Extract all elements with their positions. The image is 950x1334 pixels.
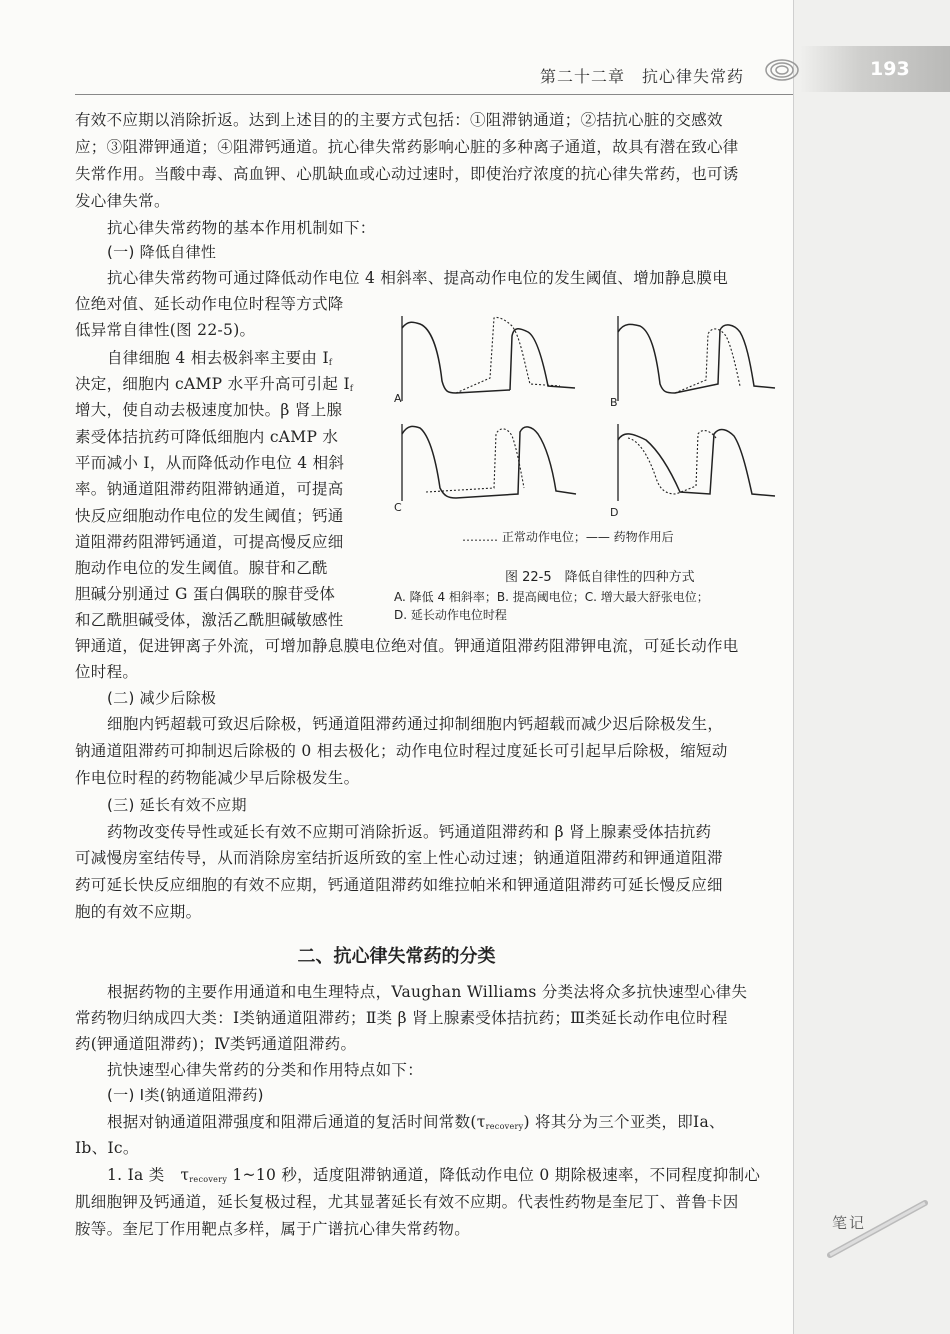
margin-sidebar <box>793 0 950 1334</box>
panel-d-drug-curve <box>618 430 775 496</box>
text-line: 药(钾通道阻滞药)；Ⅳ类钙通道阻滞药。 <box>75 1035 357 1053</box>
subheading: (二) 减少后除极 <box>107 689 217 707</box>
text-line: 细胞内钙超载可致迟后除极，钙通道阻滞药通过抑制细胞内钙超载而减少迟后除极发生， <box>107 715 724 733</box>
chapter-title: 第二十二章 抗心律失常药 <box>540 67 745 86</box>
text-line: 抗心律失常药物的基本作用机制如下： <box>107 219 376 237</box>
subheading: (一) 降低自律性 <box>107 243 217 261</box>
text-line: 位绝对值、延长动作电位时程等方式降 <box>75 295 344 313</box>
panel-d <box>610 424 775 519</box>
text-line: 钾通道，促进钾离子外流，可增加静息膜电位绝对值。钾通道阻滞药阻滞钾电流，可延长动作电 <box>75 637 739 655</box>
text-line: 根据对钠通道阻滞强度和阻滞后通道的复活时间常数$(\tau_{recovery})$ 将其分为三个亚类，即Ⅰa、 <box>107 1113 725 1131</box>
text-line: 位时程。 <box>75 663 139 681</box>
panel-c-drug-curve <box>402 426 576 498</box>
text-line: 平而减小 I，从而降低动作电位 4 相斜 <box>75 454 345 472</box>
panel-c-normal-curve <box>426 429 524 492</box>
text-line: 和乙酰胆碱受体，激活乙酰胆碱敏感性 <box>75 611 344 629</box>
panel-c <box>394 424 576 514</box>
margin-note: 笔记 <box>832 1214 867 1232</box>
figure-note: D. 延长动作电位时程 <box>394 608 507 622</box>
text-line: 有效不应期以消除折返。达到上述目的的主要方式包括：①阻滞钠通道；②拮抗心脏的交感效 <box>75 111 723 129</box>
header-rule <box>75 94 793 95</box>
text-line: 抗心律失常药物可通过降低动作电位 4 相斜率、提高动作电位的发生阈值、增加静息膜电 <box>107 269 729 287</box>
text-line: 低异常自律性(图 22-5)。 <box>75 321 256 339</box>
page-number: 193 <box>870 58 910 80</box>
text-line: 道阻滞药阻滞钙通道，可提高慢反应细 <box>75 533 344 551</box>
section-title: 二、抗心律失常药的分类 <box>297 946 496 967</box>
panel-a-normal-curve <box>456 317 560 393</box>
text-line: 失常作用。当酸中毒、高血钾、心肌缺血或心动过速时，即使治疗浓度的抗心律失常药，也可诱 <box>75 165 739 183</box>
margin-divider <box>793 0 794 1334</box>
text-line: 自律细胞 4 相去极斜率主要由 $I_f$ <box>107 349 333 367</box>
text-line: 1. Ⅰa 类 $\tau_{recovery}$ 1~10 秒，适度阻滞钠通道，降低动作电位 0 期除极速率，不同程度抑制心 <box>107 1166 761 1184</box>
subheading: (一) Ⅰ类(钠通道阻滞药) <box>107 1086 264 1104</box>
panel-d-label: D <box>610 506 619 519</box>
panel-c-label: C <box>394 501 402 514</box>
text-line: 根据药物的主要作用通道和电生理特点，Vaughan Williams 分类法将众多抗快速型心律失 <box>107 983 748 1001</box>
text-line: 药可延长快反应细胞的有效不应期，钙通道阻滞药如维拉帕米和钾通道阻滞药可延长慢反应细 <box>75 876 723 894</box>
subheading: (三) 延长有效不应期 <box>107 796 247 814</box>
text-line: 抗快速型心律失常药的分类和作用特点如下： <box>107 1061 424 1079</box>
text-line: Ⅰb、Ⅰc。 <box>75 1139 139 1157</box>
text-line: 肌细胞钾及钙通道，延长复极过程，尤其显著延长有效不应期。代表性药物是奎尼丁、普鲁卡因 <box>75 1193 739 1211</box>
legend-normal: ……… 正常动作电位； <box>462 530 586 544</box>
panel-a-drug-ap <box>510 329 575 390</box>
text-line: 常药物归纳成四大类：Ⅰ类钠通道阻滞药；Ⅱ类 β 肾上腺素受体拮抗药；Ⅲ类延长动作电位时程 <box>75 1009 728 1027</box>
text-line: 应；③阻滞钾通道；④阻滞钙通道。抗心律失常药影响心脏的多种离子通道，故具有潜在致心律 <box>75 138 739 156</box>
swirl-icon <box>762 50 802 90</box>
figure-caption: 图 22-5 降低自律性的四种方式 <box>505 570 695 585</box>
panel-b-normal-curve <box>675 329 740 393</box>
panel-b-label: B <box>610 396 618 409</box>
text-line: 决定，细胞内 cAMP 水平升高可引起 $I_f$ <box>75 375 354 393</box>
panel-a-drug-curve <box>402 322 510 393</box>
pencil-icon <box>820 1195 935 1265</box>
panel-d-normal-curve <box>628 431 716 494</box>
text-line: 钠通道阻滞药可抑制迟后除极的 0 相去极化；动作电位时程过度延长可引起早后除极，缩短动 <box>75 742 728 760</box>
figure-legend <box>462 528 674 545</box>
text-line: 胞的有效不应期。 <box>75 903 202 921</box>
panel-b-drug-curve <box>618 324 775 393</box>
legend-drug: —— 药物作用后 <box>585 530 674 544</box>
text-line: 作电位时程的药物能减少早后除极发生。 <box>75 769 360 787</box>
text-line: 胆碱分别通过 G 蛋白偶联的腺苷受体 <box>75 585 336 603</box>
text-line: 增大，使自动去极速度加快。β 肾上腺 <box>75 401 343 419</box>
text-line: 药物改变传导性或延长有效不应期可消除折返。钙通道阻滞药和 β 肾上腺素受体拮抗药 <box>107 823 712 841</box>
text-line: 可减慢房室结传导，从而消除房室结折返所致的室上性心动过速；钠通道阻滞药和钾通道阻滞 <box>75 849 723 867</box>
text-line: 发心律失常。 <box>75 192 170 210</box>
panel-b <box>610 316 775 409</box>
text-line: 素受体拮抗药可降低细胞内 cAMP 水 <box>75 428 339 446</box>
text-line: 胞动作电位的发生阈值。腺苷和乙酰 <box>75 559 328 577</box>
figure-note: A. 降低 4 相斜率；B. 提高阈电位；C. 增大最大舒张电位； <box>394 590 709 604</box>
panel-a <box>394 316 575 405</box>
text-line: 胺等。奎尼丁作用靶点多样，属于广谱抗心律失常药物。 <box>75 1220 471 1238</box>
text-line: 快反应细胞动作电位的发生阈值；钙通 <box>75 507 344 525</box>
panel-a-label: A <box>394 392 402 405</box>
text-line: 率。钠通道阻滞药阻滞钠通道，可提高 <box>75 480 344 498</box>
